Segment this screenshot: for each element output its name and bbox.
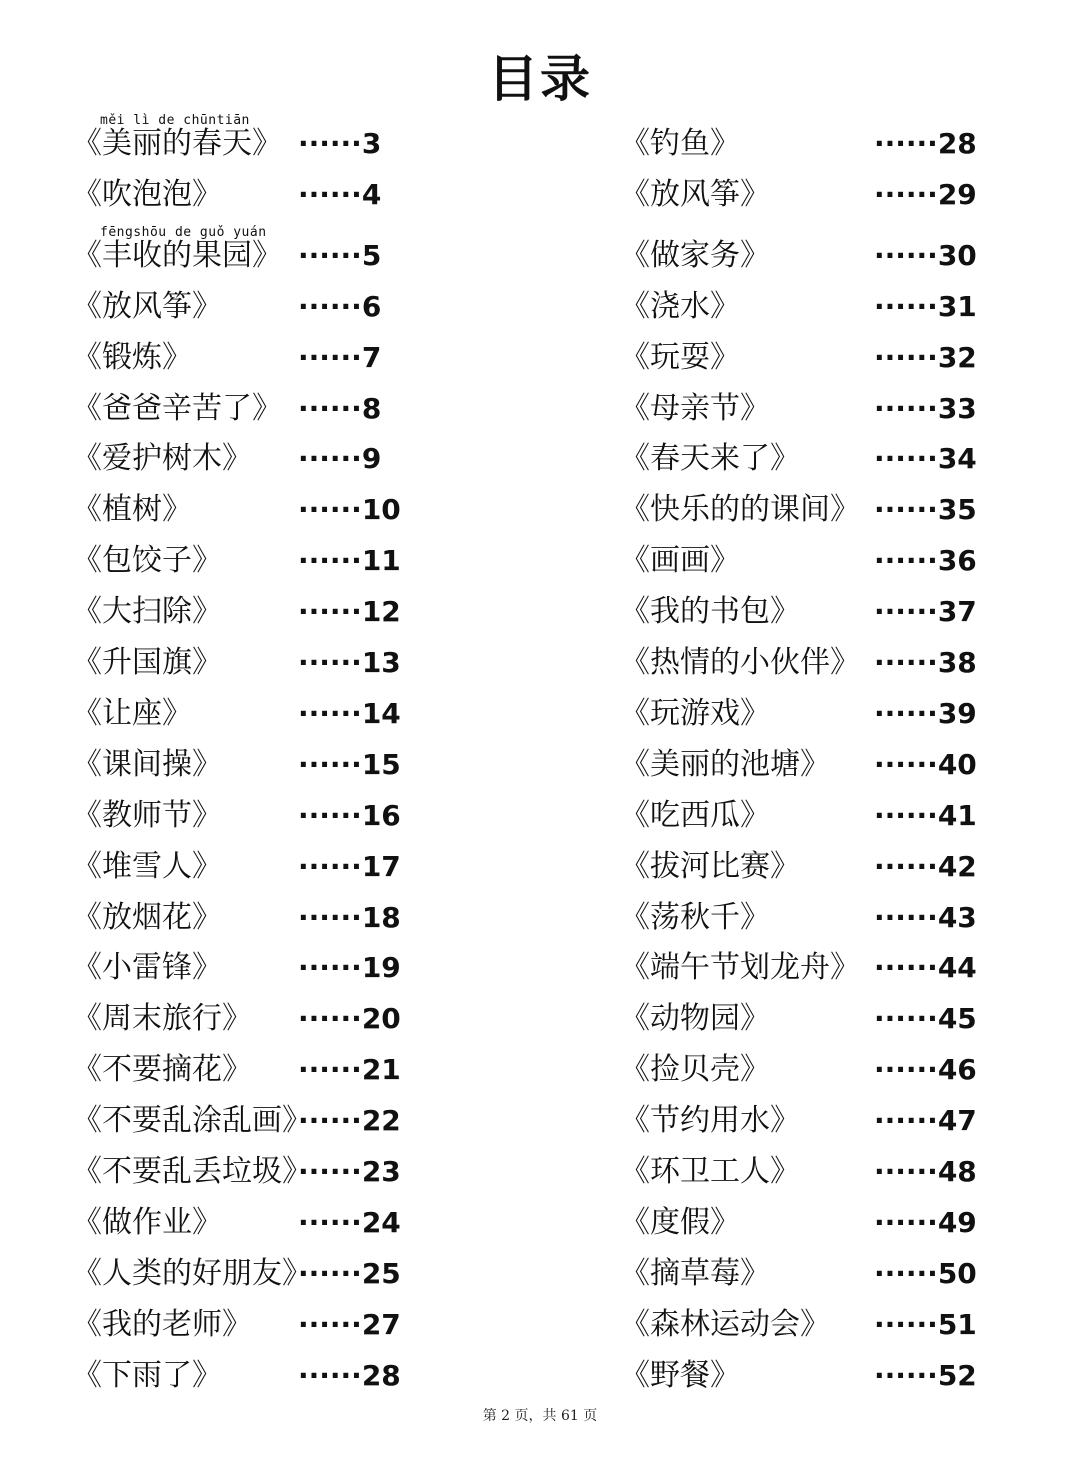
toc-entry-page-number: ······42	[874, 849, 977, 883]
toc-entry[interactable]	[620, 896, 1020, 942]
toc-entry-page-number: ······25	[298, 1256, 401, 1290]
toc-entry-page-number: ······51	[874, 1307, 977, 1341]
page-title: 目录	[488, 50, 592, 108]
toc-entry[interactable]	[72, 1201, 432, 1247]
toc-entry[interactable]	[72, 113, 432, 168]
toc-entry[interactable]	[620, 1048, 1020, 1094]
toc-entry-title: 《课间操》	[72, 746, 222, 782]
toc-entry[interactable]	[620, 1354, 1020, 1400]
toc-entry[interactable]	[72, 539, 432, 585]
toc-entry[interactable]	[72, 794, 432, 840]
toc-entry-title: 《浇水》	[620, 288, 740, 324]
toc-entry[interactable]	[620, 488, 1020, 534]
toc-entry[interactable]	[72, 488, 432, 534]
toc-entry-page-number: ······37	[874, 595, 977, 629]
toc-entry-title: 《小雷锋》	[72, 950, 222, 986]
toc-entry[interactable]	[620, 173, 1020, 219]
toc-entry-title: 《下雨了》	[72, 1357, 222, 1393]
toc-entry-page-number: ······20	[298, 1002, 401, 1036]
toc-entry[interactable]	[620, 539, 1020, 585]
toc-entry[interactable]	[620, 285, 1020, 331]
toc-entry[interactable]	[620, 1150, 1020, 1196]
toc-entry-page-number: ······8	[298, 391, 382, 425]
toc-entry[interactable]	[72, 224, 432, 280]
toc-entry-page-number: ······45	[874, 1002, 977, 1036]
toc-entry[interactable]	[620, 641, 1020, 687]
toc-entry-page-number: ······7	[298, 340, 382, 374]
toc-entry-page-number: ······29	[874, 177, 977, 211]
toc-entry-page-number: ······23	[298, 1155, 401, 1188]
toc-entry-page-number: ······17	[298, 849, 401, 883]
toc-entry[interactable]	[72, 896, 432, 942]
toc-entry-title: 《植树》	[72, 492, 192, 528]
toc-entry-title: 《环卫工人》	[620, 1154, 800, 1189]
toc-entry-page-number: ······5	[298, 238, 382, 272]
toc-entry[interactable]	[620, 845, 1020, 891]
toc-entry-title: 《我的书包》	[620, 594, 800, 630]
toc-entry-title: 《爱护树木》	[72, 441, 252, 477]
toc-entry-title: 《放烟花》	[72, 899, 222, 935]
toc-entry[interactable]	[620, 590, 1020, 636]
toc-entry-title: 《森林运动会》	[620, 1306, 830, 1342]
toc-entry-page-number: ······44	[874, 951, 977, 985]
toc-entry[interactable]	[72, 285, 432, 331]
toc-entry-title: 《钓鱼》	[620, 126, 740, 161]
toc-entry-page-number: ······28	[298, 1358, 401, 1392]
toc-entry-page-number: ······39	[874, 696, 977, 730]
toc-entry-title: 《玩游戏》	[620, 695, 770, 731]
toc-entry[interactable]	[72, 997, 432, 1043]
toc-entry-title: 《周末旅行》	[72, 1001, 252, 1037]
toc-entry-page-number: ······48	[874, 1155, 977, 1188]
toc-entry-page-number: ······12	[298, 595, 401, 629]
toc-entry-title: 《快乐的的课间》	[620, 492, 860, 528]
toc-entry-page-number: ······4	[298, 177, 382, 211]
toc-entry-title: 《动物园》	[620, 1001, 770, 1037]
toc-entry-title: 《母亲节》	[620, 390, 770, 426]
toc-entry[interactable]	[72, 845, 432, 891]
toc-entry[interactable]	[620, 437, 1020, 483]
toc-entry-title: 《大扫除》	[72, 594, 222, 630]
toc-entry-title: 《吃西瓜》	[620, 797, 770, 833]
toc-entry[interactable]	[72, 1048, 432, 1094]
toc-entry[interactable]	[72, 641, 432, 687]
toc-entry[interactable]	[620, 997, 1020, 1043]
toc-entry-title: 《让座》	[72, 695, 192, 731]
toc-entry-page-number: ······27	[298, 1307, 401, 1341]
toc-entry-page-number: ······28	[874, 127, 977, 160]
toc-entry[interactable]	[620, 794, 1020, 840]
toc-entry-page-number: ······11	[298, 544, 401, 578]
toc-entry-title: 《热情的小伙伴》	[620, 645, 860, 680]
toc-entry-title: 《野餐》	[620, 1357, 740, 1393]
toc-entry-title: 《堆雪人》	[72, 848, 222, 884]
toc-entry-page-number: ······19	[298, 951, 401, 985]
toc-entry-page-number: ······18	[298, 900, 401, 934]
toc-entry-title: 《做家务》	[620, 237, 770, 273]
toc-entry-page-number: ······31	[874, 289, 977, 323]
toc-entry-title: 《拔河比赛》	[620, 848, 800, 884]
toc-entry-page-number: ······35	[874, 493, 977, 527]
toc-entry[interactable]	[620, 387, 1020, 433]
toc-entry-title: 《不要乱涂乱画》	[72, 1103, 312, 1139]
toc-entry-title: 《人类的好朋友》	[72, 1255, 312, 1291]
toc-entry-title: 《放风筝》	[72, 288, 222, 324]
toc-entry[interactable]	[72, 173, 432, 219]
toc-entry-title: 《美丽的池塘》	[620, 746, 830, 782]
toc-entry-page-number: ······52	[874, 1358, 977, 1392]
toc-entry[interactable]	[72, 946, 432, 992]
toc-entry[interactable]	[620, 743, 1020, 789]
toc-entry[interactable]	[72, 590, 432, 636]
toc-entry[interactable]	[620, 692, 1020, 738]
toc-entry-page-number: ······43	[874, 900, 977, 934]
toc-entry[interactable]	[72, 437, 432, 483]
toc-entry-title: 《包饺子》	[72, 543, 222, 579]
toc-entry-page-number: ······30	[874, 238, 977, 272]
toc-entry-page-number: ······32	[874, 340, 977, 374]
pinyin-annotation: měi lì de chūntiān	[100, 113, 250, 128]
toc-entry-title: 《捡贝壳》	[620, 1052, 770, 1088]
toc-entry-page-number: ······15	[298, 747, 401, 781]
toc-entry-title: 《锻炼》	[72, 339, 192, 375]
toc-entry[interactable]	[72, 692, 432, 738]
toc-entry-title: 《我的老师》	[72, 1306, 252, 1342]
toc-entry-page-number: ······3	[298, 127, 382, 160]
toc-entry[interactable]	[72, 743, 432, 789]
toc-entry[interactable]	[72, 1150, 432, 1196]
page-footer: 第 2 页，共 61 页	[482, 1408, 598, 1424]
toc-entry-page-number: ······41	[874, 798, 977, 832]
toc-entry[interactable]	[72, 1303, 432, 1349]
toc-entry[interactable]	[620, 1201, 1020, 1247]
toc-entry[interactable]	[72, 1099, 432, 1145]
toc-entry[interactable]	[620, 234, 1020, 280]
toc-entry[interactable]	[620, 1303, 1020, 1349]
toc-entry-page-number: ······38	[874, 646, 977, 679]
toc-entry-page-number: ······47	[874, 1104, 977, 1138]
toc-entry-title: 《不要摘花》	[72, 1052, 252, 1088]
toc-entry-title: 《画画》	[620, 543, 740, 579]
toc-entry-page-number: ······6	[298, 289, 382, 323]
toc-entry-title: 《美丽的春天》	[72, 126, 282, 161]
toc-entry[interactable]	[620, 946, 1020, 992]
toc-entry-page-number: ······46	[874, 1053, 977, 1087]
toc-entry-title: 《丰收的果园》	[72, 237, 282, 273]
toc-entry-title: 《端午节划龙舟》	[620, 950, 860, 986]
toc-entry-title: 《荡秋千》	[620, 899, 770, 935]
toc-entry-page-number: ······33	[874, 391, 977, 425]
toc-entry[interactable]	[620, 1099, 1020, 1145]
toc-entry-page-number: ······36	[874, 544, 977, 578]
toc-entry-title: 《教师节》	[72, 797, 222, 833]
toc-entry[interactable]	[620, 1252, 1020, 1298]
toc-entry[interactable]	[72, 387, 432, 433]
toc-entry-page-number: ······14	[298, 696, 401, 730]
toc-entry-title: 《吹泡泡》	[72, 176, 222, 212]
toc-entry-page-number: ······24	[298, 1205, 401, 1239]
toc-entry[interactable]	[72, 1354, 432, 1400]
toc-entry-title: 《节约用水》	[620, 1103, 800, 1139]
toc-entry-page-number: ······10	[298, 493, 401, 527]
toc-entry-title: 《度假》	[620, 1204, 740, 1240]
toc-entry-title: 《放风筝》	[620, 176, 770, 212]
toc-entry-title: 《升国旗》	[72, 645, 222, 680]
toc-entry[interactable]	[72, 336, 432, 382]
toc-entry-page-number: ······22	[298, 1104, 401, 1138]
toc-left-column	[72, 0, 432, 1410]
toc-entry-page-number: ······50	[874, 1256, 977, 1290]
toc-entry[interactable]	[620, 336, 1020, 382]
toc-entry-title: 《不要乱丢垃圾》	[72, 1154, 312, 1189]
toc-entry[interactable]	[620, 122, 1020, 168]
toc-entry-title: 《爸爸辛苦了》	[72, 390, 282, 426]
toc-entry-page-number: ······40	[874, 747, 977, 781]
toc-entry-page-number: ······13	[298, 646, 401, 679]
toc-entry-page-number: ······16	[298, 798, 401, 832]
toc-entry-title: 《做作业》	[72, 1204, 222, 1240]
toc-right-column	[620, 0, 1020, 1410]
toc-entry-page-number: ······49	[874, 1205, 977, 1239]
toc-entry-title: 《春天来了》	[620, 441, 800, 477]
pinyin-annotation: fēngshōu de guǒ yuán	[100, 224, 267, 240]
toc-entry-page-number: ······21	[298, 1053, 401, 1087]
toc-entry-title: 《摘草莓》	[620, 1255, 770, 1291]
toc-entry[interactable]	[72, 1252, 432, 1298]
toc-entry-title: 《玩耍》	[620, 339, 740, 375]
toc-entry-page-number: ······9	[298, 442, 382, 476]
toc-entry-page-number: ······34	[874, 442, 977, 476]
